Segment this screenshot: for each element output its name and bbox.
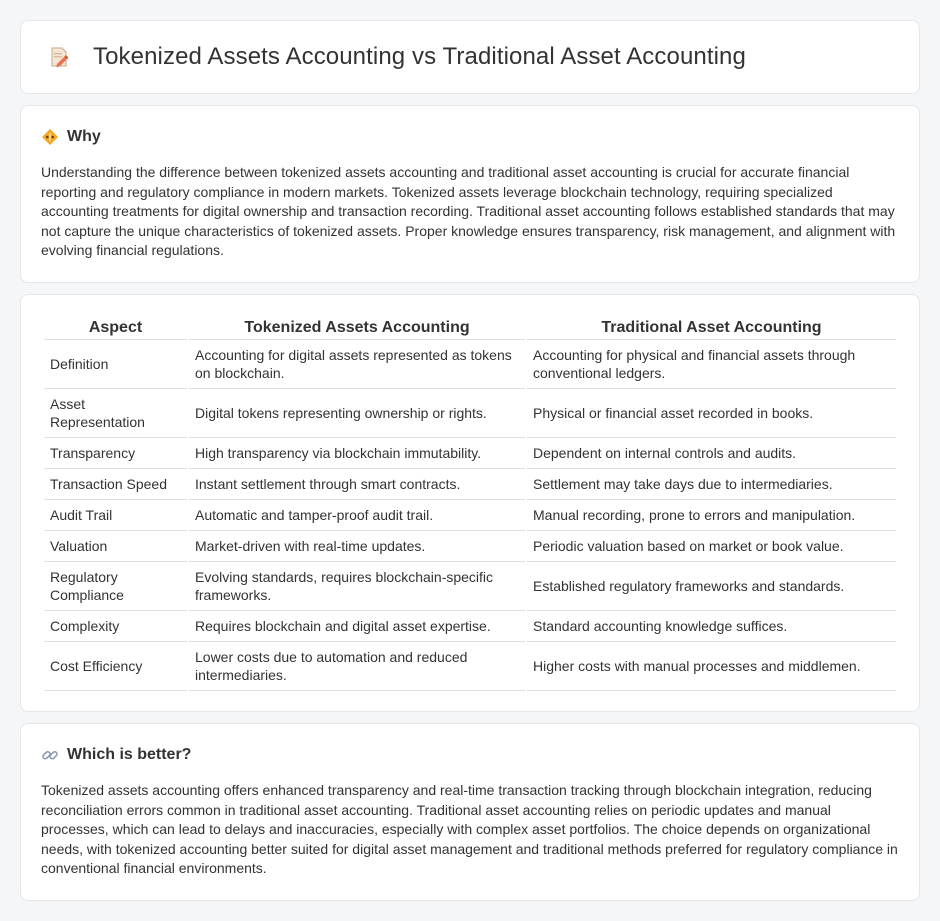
aspect-cell: Transaction Speed	[44, 469, 187, 500]
traditional-cell: Standard accounting knowledge suffices.	[527, 611, 896, 642]
tokenized-cell: Requires blockchain and digital asset expertise.	[189, 611, 525, 642]
link-icon	[41, 746, 59, 764]
diamond-alert-icon	[41, 128, 59, 146]
comparison-table	[42, 315, 898, 691]
better-header	[41, 746, 899, 764]
header-traditional: Traditional Asset Accounting	[527, 315, 896, 340]
tokenized-cell: Digital tokens representing ownership or rights.	[189, 389, 525, 438]
aspect-cell: Asset Representation	[44, 389, 187, 438]
better-text: Tokenized assets accounting offers enhanced transparency and real-time transaction tracking through blockchain integration, reducing reconciliation errors common in traditional asset accounting. Traditional asset accounting relies on periodic updates and manual processes, which can lead to delays and inaccuracies, especially with complex asset portfolios. The choice depends on organizational needs, with tokenized accounting better suited for digital asset management and traditional methods preferred for regulatory compliance in conventional financial environments.	[41, 782, 898, 876]
table-row	[44, 531, 896, 562]
why-header	[41, 128, 899, 146]
table-row	[44, 611, 896, 642]
aspect-cell: Audit Trail	[44, 500, 187, 531]
table-row	[44, 340, 896, 389]
table-row	[44, 500, 896, 531]
traditional-cell: Manual recording, prone to errors and manipulation.	[527, 500, 896, 531]
page-title: Tokenized Assets Accounting vs Traditional Asset Accounting	[93, 43, 746, 70]
tokenized-cell: Automatic and tamper-proof audit trail.	[189, 500, 525, 531]
traditional-cell: Established regulatory frameworks and standards.	[527, 562, 896, 611]
tokenized-cell: Market-driven with real-time updates.	[189, 531, 525, 562]
document-pencil-icon	[47, 45, 71, 69]
traditional-cell: Accounting for physical and financial assets through conventional ledgers.	[527, 340, 896, 389]
table-row	[44, 469, 896, 500]
aspect-cell: Definition	[44, 340, 187, 389]
table-header-row	[44, 315, 896, 340]
better-title: Which is better?	[67, 746, 192, 763]
traditional-cell: Dependent on internal controls and audits.	[527, 438, 896, 469]
tokenized-cell: Accounting for digital assets represented as tokens on blockchain.	[189, 340, 525, 389]
aspect-cell: Valuation	[44, 531, 187, 562]
aspect-cell: Regulatory Compliance	[44, 562, 187, 611]
comparison-table-card	[20, 294, 920, 712]
traditional-cell: Periodic valuation based on market or book value.	[527, 531, 896, 562]
table-row	[44, 562, 896, 611]
aspect-cell: Transparency	[44, 438, 187, 469]
aspect-cell: Cost Efficiency	[44, 642, 187, 691]
header-tokenized: Tokenized Assets Accounting	[189, 315, 525, 340]
why-title: Why	[67, 128, 101, 145]
tokenized-cell: Instant settlement through smart contracts.	[189, 469, 525, 500]
tokenized-cell: Lower costs due to automation and reduced intermediaries.	[189, 642, 525, 691]
why-section	[20, 105, 920, 283]
traditional-cell: Physical or financial asset recorded in books.	[527, 389, 896, 438]
table-row	[44, 642, 896, 691]
why-text: Understanding the difference between tokenized assets accounting and traditional asset accounting is crucial for accurate financial reporting and regulatory compliance in modern markets. Tokenized assets leverage blockchain technology, requiring specialized accounting treatments for digital ownership and transaction recording. Traditional asset accounting follows established standards that may not capture the unique characteristics of tokenized assets. Proper knowledge ensures transparency, risk management, and alignment with evolving financial regulations.	[41, 164, 896, 258]
traditional-cell: Higher costs with manual processes and middlemen.	[527, 642, 896, 691]
which-better-section	[20, 723, 920, 901]
aspect-cell: Complexity	[44, 611, 187, 642]
tokenized-cell: High transparency via blockchain immutability.	[189, 438, 525, 469]
table-row	[44, 438, 896, 469]
title-card	[20, 20, 920, 94]
header-aspect: Aspect	[44, 315, 187, 340]
table-row	[44, 389, 896, 438]
traditional-cell: Settlement may take days due to intermediaries.	[527, 469, 896, 500]
tokenized-cell: Evolving standards, requires blockchain-specific frameworks.	[189, 562, 525, 611]
